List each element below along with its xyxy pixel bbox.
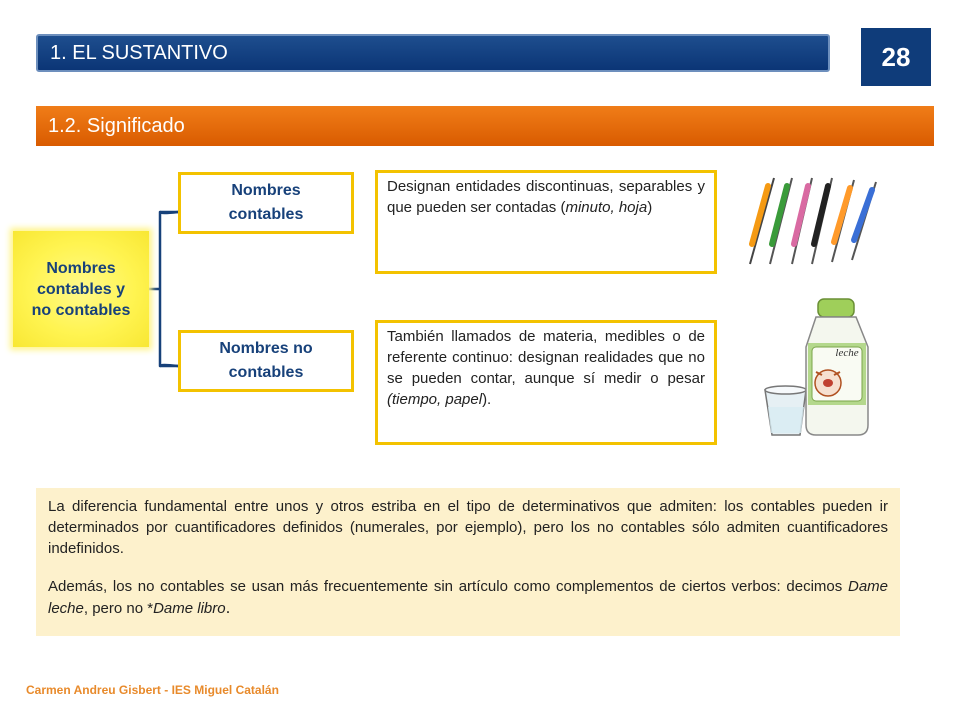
chapter-title: 1. EL SUSTANTIVO — [36, 34, 830, 72]
milk-image — [760, 295, 900, 445]
countable-desc-text: Designan entidades discontinuas, separables y que pueden ser contadas ( — [387, 178, 705, 216]
uncountable-description — [375, 320, 717, 445]
root-line-3: no contables — [31, 301, 131, 319]
note-p2-prefix: Además, los no contables se usan más frecuentemente sin artículo como complementos de ciertos verbos: decimos — [48, 578, 848, 595]
milk-bottle-icon — [806, 299, 868, 435]
uncountable-label-box — [178, 330, 354, 392]
note-p2-example-2: Dame libro — [153, 600, 226, 617]
countable-description — [375, 170, 717, 274]
pen-icon — [832, 180, 854, 262]
uncountable-label-line-2: contables — [228, 364, 304, 381]
pen-icon — [770, 178, 792, 264]
uncountable-desc-examples: (tiempo, papel — [387, 391, 483, 408]
countable-label-line-2: contables — [228, 206, 304, 223]
footer-credit: Carmen Andreu Gisbert - IES Miguel Catalán — [26, 683, 279, 697]
countable-desc-suffix: ) — [647, 199, 653, 216]
pens-image — [740, 172, 890, 277]
milk-label: leche — [835, 347, 859, 359]
pen-icon — [750, 178, 774, 264]
uncountable-desc-text: También llamados de materia, medibles o de referente continuo: designan realidades que no se pueden contar, aunque sí medir o pesar — [387, 328, 705, 387]
glass-icon — [765, 386, 806, 435]
countable-desc-examples: minuto, hoja — [565, 199, 648, 216]
countable-label-line-1: Nombres — [231, 182, 301, 199]
note-paragraph-2 — [48, 576, 888, 619]
section-title: 1.2. Significado — [36, 106, 934, 146]
note-paragraph-1: La diferencia fundamental entre unos y otros estriba en el tipo de determinativos que admiten: los contables pueden ir determinados por cuantificadores definidos (numerales, por ejemplo), pero los no contables sólo admiten cuantificadores indefinidos. — [48, 498, 888, 557]
uncountable-label-line-1: Nombres no — [219, 340, 313, 357]
explanation-note — [36, 488, 900, 636]
pen-icon — [852, 182, 876, 260]
note-p2-example-1: Dame leche — [48, 578, 888, 617]
pen-icon — [812, 178, 832, 264]
root-line-1: Nombres — [46, 259, 116, 277]
pen-icon — [792, 178, 812, 264]
note-p2-middle: , pero no * — [83, 600, 154, 617]
root-concept-box — [13, 231, 149, 347]
page-number: 28 — [861, 28, 931, 86]
root-line-2: contables y — [36, 280, 126, 298]
note-p2-suffix: . — [225, 598, 231, 617]
uncountable-desc-suffix: ). — [482, 391, 492, 408]
countable-label-box — [178, 172, 354, 234]
